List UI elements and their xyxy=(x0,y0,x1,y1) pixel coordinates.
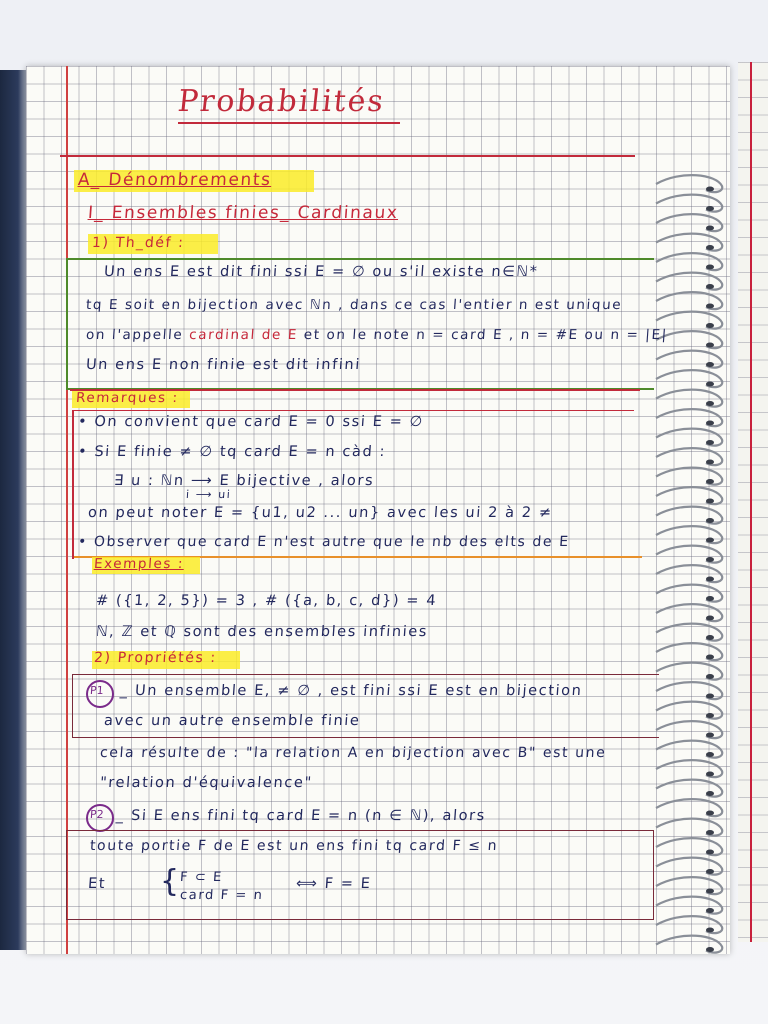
spiral-hole xyxy=(706,869,714,874)
spiral-hole xyxy=(706,850,714,855)
spiral-hole xyxy=(706,343,714,348)
spiral-hole xyxy=(706,284,714,289)
remarque-line-5: • Observer que card E n'est autre que le nb des elts de E xyxy=(77,534,571,550)
p2-line-1: _ Si E ens fini tq card E = n (n ∈ ℕ), alors xyxy=(115,808,487,824)
spiral-hole xyxy=(706,401,714,406)
definition-line-2: tq E soit en bijection avec ℕn , dans ce cas l'entier n est unique xyxy=(85,297,623,313)
spiral-hole xyxy=(706,440,714,445)
p1-line-3: cela résulte de : "la relation A en bijection avec B" est une xyxy=(99,745,607,761)
remarque-line-1: • On convient que card E = 0 ssi E = ∅ xyxy=(77,414,425,430)
spiral-hole xyxy=(706,947,714,952)
spiral-hole xyxy=(706,655,714,660)
spiral-hole xyxy=(706,674,714,679)
definition-line-3-end: et on le note n = card E , n = #E ou n = |E| xyxy=(303,327,669,343)
spiral-hole xyxy=(706,733,714,738)
spiral-hole xyxy=(706,226,714,231)
p2-condition-bottom: card F = n xyxy=(179,888,265,903)
spiral-hole xyxy=(706,908,714,913)
spiral-hole xyxy=(706,694,714,699)
spiral-hole xyxy=(706,206,714,211)
spiral-hole xyxy=(706,382,714,387)
spiral-hole xyxy=(706,265,714,270)
spiral-binding-icon xyxy=(636,66,736,954)
spiral-hole xyxy=(706,245,714,250)
definition-line-1: Un ens E est dit fini ssi E = ∅ ou s'il existe n∈ℕ* xyxy=(103,264,539,280)
spiral-hole xyxy=(706,811,714,816)
exemple-line-1: # ({1, 2, 5}) = 3 , # ({a, b, c, d}) = 4 xyxy=(95,593,438,609)
exemples-heading: Exemples : xyxy=(93,556,185,572)
spiral-hole xyxy=(706,577,714,582)
brace-icon: { xyxy=(160,864,180,899)
spiral-hole xyxy=(706,928,714,933)
spiral-hole xyxy=(706,616,714,621)
adjacent-page-margin xyxy=(750,62,752,942)
spiral-hole xyxy=(706,187,714,192)
p1-line-2: avec un autre ensemble finie xyxy=(103,713,361,729)
remarques-heading: Remarques : xyxy=(75,390,180,406)
p1-badge-label: P1 xyxy=(89,684,105,697)
title-underline xyxy=(178,122,400,124)
remarque-line-4: on peut noter E = {u1, u2 ... un} avec les ui 2 à 2 ≠ xyxy=(87,505,554,521)
section-heading-a: A_ Dénombrements xyxy=(77,170,273,190)
spiral-hole xyxy=(706,460,714,465)
spiral-hole xyxy=(706,889,714,894)
cardinal-term: cardinal de E xyxy=(188,327,299,343)
spiral-hole xyxy=(706,538,714,543)
spiral-hole xyxy=(706,713,714,718)
p2-result: ⟺ F = E xyxy=(295,876,373,892)
p2-equivalence-label: Et xyxy=(87,876,107,892)
spiral-hole xyxy=(706,323,714,328)
exemple-line-2: ℕ, ℤ et ℚ sont des ensembles infinies xyxy=(95,624,429,640)
spiral-hole xyxy=(706,635,714,640)
spiral-hole xyxy=(706,791,714,796)
spiral-hole xyxy=(706,304,714,309)
remarque-line-3: ∃ u : ℕn ⟶ E bijective , alors xyxy=(113,473,375,489)
section-heading-i: I_ Ensembles finies_ Cardinaux xyxy=(87,203,400,223)
page-title: Probabilités xyxy=(176,84,387,119)
p1-line-1: _ Un ensemble E, ≠ ∅ , est fini ssi E est en bijection xyxy=(119,683,583,699)
remarque-line-3-sub: i ⟶ ui xyxy=(185,488,232,501)
spiral-hole xyxy=(706,362,714,367)
spiral-hole xyxy=(706,499,714,504)
spiral-hole xyxy=(706,830,714,835)
p1-line-4: "relation d'équivalence" xyxy=(99,775,314,791)
adjacent-page xyxy=(738,62,768,942)
spiral-hole xyxy=(706,518,714,523)
p2-line-2: toute portie F de E est un ens fini tq card F ≤ n xyxy=(89,838,499,854)
definition-line-4: Un ens E non finie est dit infini xyxy=(85,357,362,373)
p2-badge-label: P2 xyxy=(89,808,105,821)
definition-line-3-start: on l'appelle xyxy=(85,327,184,343)
p2-condition-top: F ⊂ E xyxy=(179,870,224,885)
definition-line-3 xyxy=(85,327,668,343)
spiral-hole xyxy=(706,596,714,601)
spiral-hole xyxy=(706,772,714,777)
remarque-line-2: • Si E finie ≠ ∅ tq card E = n càd : xyxy=(77,444,387,460)
sub-heading-1: 1) Th_déf : xyxy=(91,235,186,251)
sub-heading-2: 2) Propriétés : xyxy=(93,650,218,666)
red-margin-line xyxy=(66,66,68,954)
spiral-hole xyxy=(706,479,714,484)
title-rule xyxy=(60,155,635,157)
spiral-hole xyxy=(706,752,714,757)
spiral-hole xyxy=(706,421,714,426)
spiral-hole xyxy=(706,557,714,562)
